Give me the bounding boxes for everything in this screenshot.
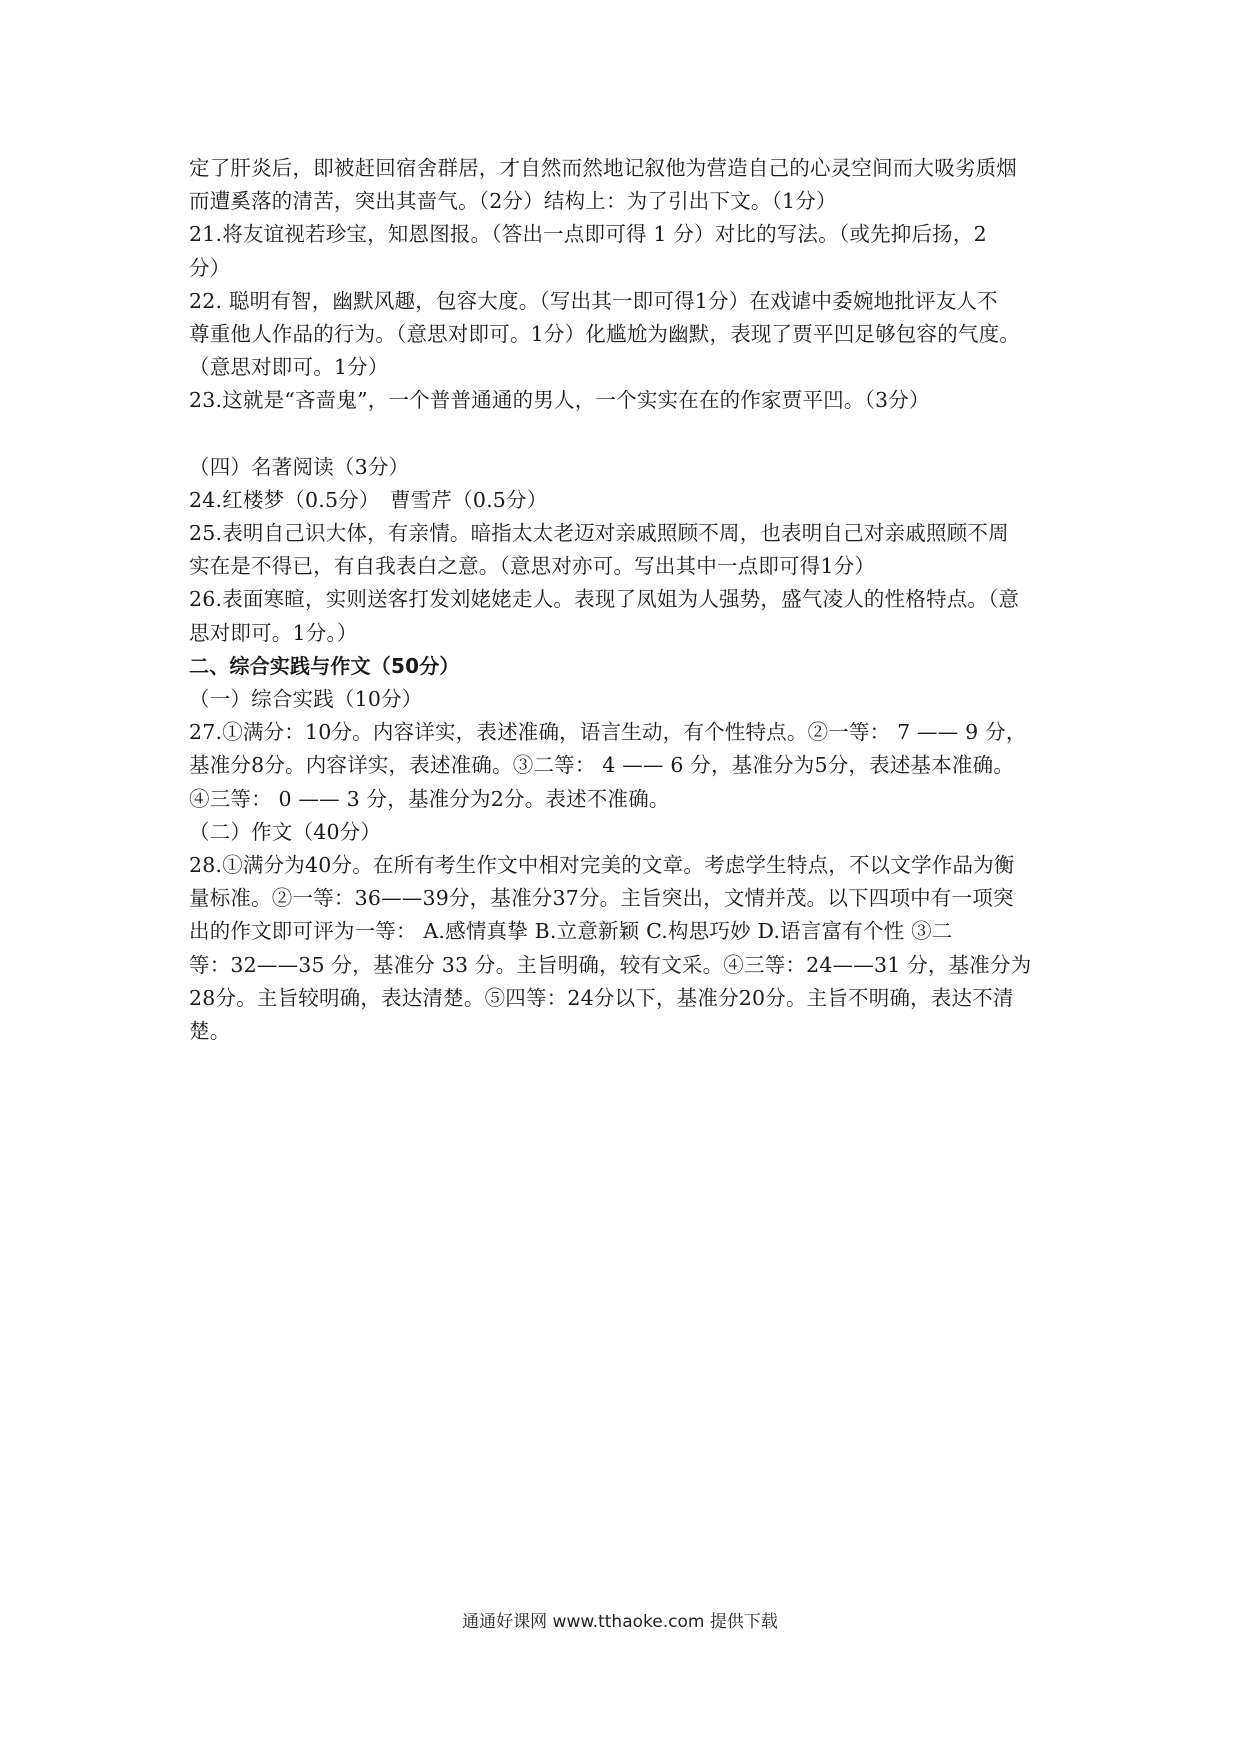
footer-watermark: 通通好课网 www.tthaoke.com 提供下载 xyxy=(462,1612,778,1632)
text-line: 尊重他人作品的行为。（意思对即可。1分）化尴尬为幽默，表现了贾平凹足够包容的气度。 xyxy=(189,322,1020,347)
section-heading-practice-writing: 二、综合实践与作文（50分） xyxy=(189,653,460,678)
spacer xyxy=(189,418,1063,451)
text-line: 定了肝炎后，即被赶回宿舍群居，才自然而然地记叙他为营造自己的心灵空间而大吸劣质烟 xyxy=(189,156,1017,180)
text-line: 等：32——35 分，基准分 33 分。主旨明确，较有文采。④三等：24——31 分，基准分为 xyxy=(189,952,1032,977)
text-line: 分） xyxy=(189,255,231,280)
text-line: 实在是不得已，有自我表白之意。（意思对亦可。写出其中一点即可得1分） xyxy=(189,554,876,579)
subsection-heading-essay: （二）作文（40分） xyxy=(189,819,382,844)
text-line: ④三等： 0 —— 3 分，基准分为2分。表述不准确。 xyxy=(189,786,670,811)
answer-27: 27.①满分：10分。内容详实，表述准确，语言生动，有个性特点。②一等： 7 —— 9 分， xyxy=(189,720,1027,745)
answer-22: 22. 聪明有智，幽默风趣，包容大度。（写出其一即可得1分）在戏谑中委婉地批评友人不 xyxy=(189,288,998,313)
text-line: 而遭奚落的清苦，突出其啬气。（2分）结构上：为了引出下文。（1分） xyxy=(189,189,837,214)
answer-25: 25.表明自己识大体，有亲情。暗指太太老迈对亲戚照顾不周，也表明自己对亲戚照顾不周 xyxy=(189,521,1009,546)
section-heading-classics: （四）名著阅读（3分） xyxy=(189,454,410,479)
answer-28: 28.①满分为40分。在所有考生作文中相对完美的文章。考虑学生特点，不以文学作品为衡 xyxy=(189,853,1015,878)
text-line: 楚。 xyxy=(189,1019,231,1044)
answer-21: 21.将友谊视若珍宝，知恩图报。（答出一点即可得 1 分）对比的写法。（或先抑后扬，2 xyxy=(189,222,987,247)
answer-key-body xyxy=(189,152,1063,1048)
subsection-heading-practice: （一）综合实践（10分） xyxy=(189,687,423,712)
text-line: 28分。主旨较明确，表达清楚。⑤四等：24分以下，基准分20分。主旨不明确，表达不清 xyxy=(189,985,1014,1010)
answer-23: 23.这就是“吝啬鬼”，一个普普通通的男人，一个实实在在的作家贾平凹。（3分） xyxy=(189,388,930,413)
text-line: 基准分8分。内容详实，表述准确。③二等： 4 —— 6 分，基准分为5分，表述基本准确。 xyxy=(189,753,1015,778)
text-line: 量标准。②一等：36——39分，基准分37分。主旨突出，文情并茂。以下四项中有一项突 xyxy=(189,886,1014,911)
text-line: （意思对即可。1分） xyxy=(189,355,389,380)
answer-24: 24.红楼梦（0.5分） 曹雪芹（0.5分） xyxy=(189,487,548,512)
text-line: 出的作文即可评为一等： A.感情真挚 B.立意新颖 C.构思巧妙 D.语言富有个性 ③二 xyxy=(189,919,953,944)
text-line: 思对即可。1分。） xyxy=(189,620,358,645)
answer-26: 26.表面寒暄，实则送客打发刘姥姥走人。表现了凤姐为人强势，盛气凌人的性格特点。（意 xyxy=(189,587,1020,612)
